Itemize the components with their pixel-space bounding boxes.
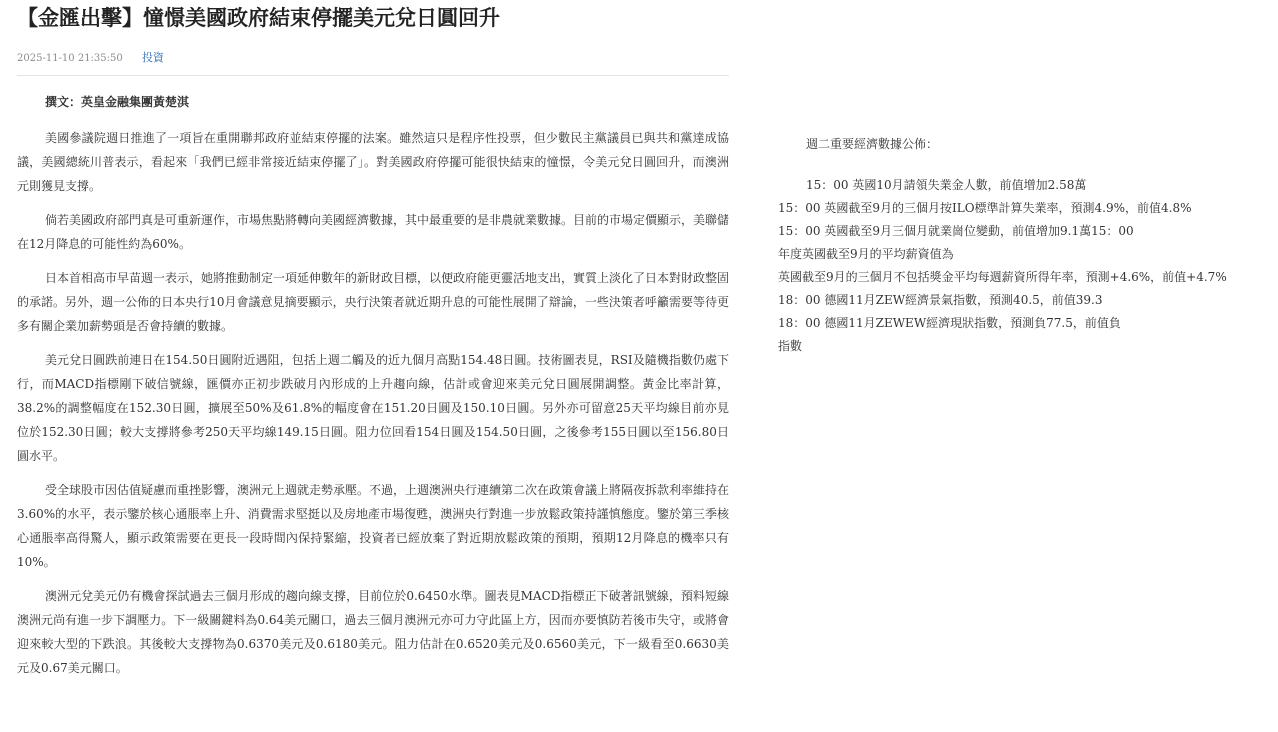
calendar-line: 18：00 德國11月ZEW經濟景氣指數，預測40.5，前值39.3 xyxy=(778,293,1103,307)
article-paragraph: 澳洲元兌美元仍有機會探試過去三個月形成的趨向線支撐，目前位於0.6450水準。圖表見MACD指標正下破著訊號線，預料短線澳洲元尚有進一步下調壓力。下一級關鍵料為0.64美元關口，過去三個月澳洲元亦可力守此區上方，因而亦要慎防若後市失守，或將會迎來較大型的下跌浪。其後較大支撐物為0.6370美元及0.6180美元。阻力估計在0.6520美元及0.6560美元，下一級看至0.6630美元及0.67美元關口。 xyxy=(17,589,729,675)
calendar-line: 指數 xyxy=(778,339,803,353)
publish-timestamp: 2025-11-10 21:35:50 xyxy=(17,53,123,64)
article-paragraph: 日本首相高市早苗週一表示，她將推動制定一項延伸數年的新財政目標，以便政府能更靈活地支出，實質上淡化了日本對財政整固的承諾。另外，週一公佈的日本央行10月會議意見摘要顯示，央行決策者就近期升息的可能性展開了辯論，一些決策者呼籲需要等待更多有關企業加薪勢頭是否會持續的數據。 xyxy=(17,271,730,333)
article-meta xyxy=(17,50,164,67)
calendar-line: 15：00 英國截至9月三個月就業崗位變動，前值增加9.1萬15：00 xyxy=(778,224,1134,238)
article-author: 撰文：英皇金融集團黃楚淇 xyxy=(45,95,190,109)
header-divider xyxy=(17,75,729,76)
article-paragraph: 美元兌日圓跌前連日在154.50日圓附近遇阻，包括上週二觸及的近九個月高點154.48日圓。技術圖表見，RSI及隨機指數仍處下行，而MACD指標剛下破信號線，匯價亦正初步跌破月內形成的上升趨向線，估計或會迎來美元兌日圓展開調整。黃金比率計算，38.2%的調整幅度在152.30日圓，擴展至50%及61.8%的幅度會在151.20日圓及150.10日圓。另外亦可留意25天平均線目前亦見位於152.30日圓；較大支撐將參考250天平均線149.15日圓。阻力位回看154日圓及154.50日圓，之後參考155日圓以至156.80日圓水平。 xyxy=(17,353,729,463)
article-paragraph: 受全球股市因估值疑慮而重挫影響，澳洲元上週就走勢承壓。不過，上週澳洲央行連續第二次在政策會議上將隔夜拆款利率維持在3.60%的水平，表示鑒於核心通脹率上升、消費需求堅挺以及房地產市場復甦，澳洲央行對進一步放鬆政策持謹慎態度。鑒於第三季核心通脹率高得驚人，顯示政策需要在更長一段時間內保持緊縮，投資者已經放棄了對近期放鬆政策的預期，預期12月降息的機率只有10%。 xyxy=(17,483,730,569)
article-body xyxy=(17,90,729,690)
article-title: 【金匯出擊】憧憬美國政府結束停擺美元兌日圓回升 xyxy=(17,6,500,30)
article-paragraph: 倘若美國政府部門真是可重新運作，市場焦點將轉向美國經濟數據，其中最重要的是非農就業數據。目前的市場定價顯示，美聯儲在12月降息的可能性約為60%。 xyxy=(17,213,730,251)
calendar-line: 15：00 英國10月請領失業金人數，前值增加2.58萬 xyxy=(806,178,1087,192)
calendar-line: 英國截至9月的三個月不包括獎金平均每週薪資所得年率，預測+4.6%，前值+4.7% xyxy=(778,270,1227,284)
economic-calendar xyxy=(778,133,1270,358)
article-paragraph: 美國參議院週日推進了一項旨在重開聯邦政府並結束停擺的法案。雖然這只是程序性投票，但少數民主黨議員已與共和黨達成協議，美國總統川普表示，看起來「我們已經非常接近結束停擺了」。對美國政府停擺可能很快結束的憧憬，令美元兌日圓回升，而澳洲元則獲見支撐。 xyxy=(17,131,729,193)
calendar-line: 18：00 德國11月ZEWEW經濟現狀指數，預測負77.5，前值負 xyxy=(778,316,1121,330)
calendar-line: 年度英國截至9月的平均薪資值為 xyxy=(778,247,954,261)
category-link[interactable]: 投資 xyxy=(141,51,164,64)
calendar-heading: 週二重要經濟數據公佈： xyxy=(806,137,939,151)
calendar-line: 15：00 英國截至9月的三個月按ILO標準計算失業率，預測4.9%，前值4.8% xyxy=(778,201,1192,215)
